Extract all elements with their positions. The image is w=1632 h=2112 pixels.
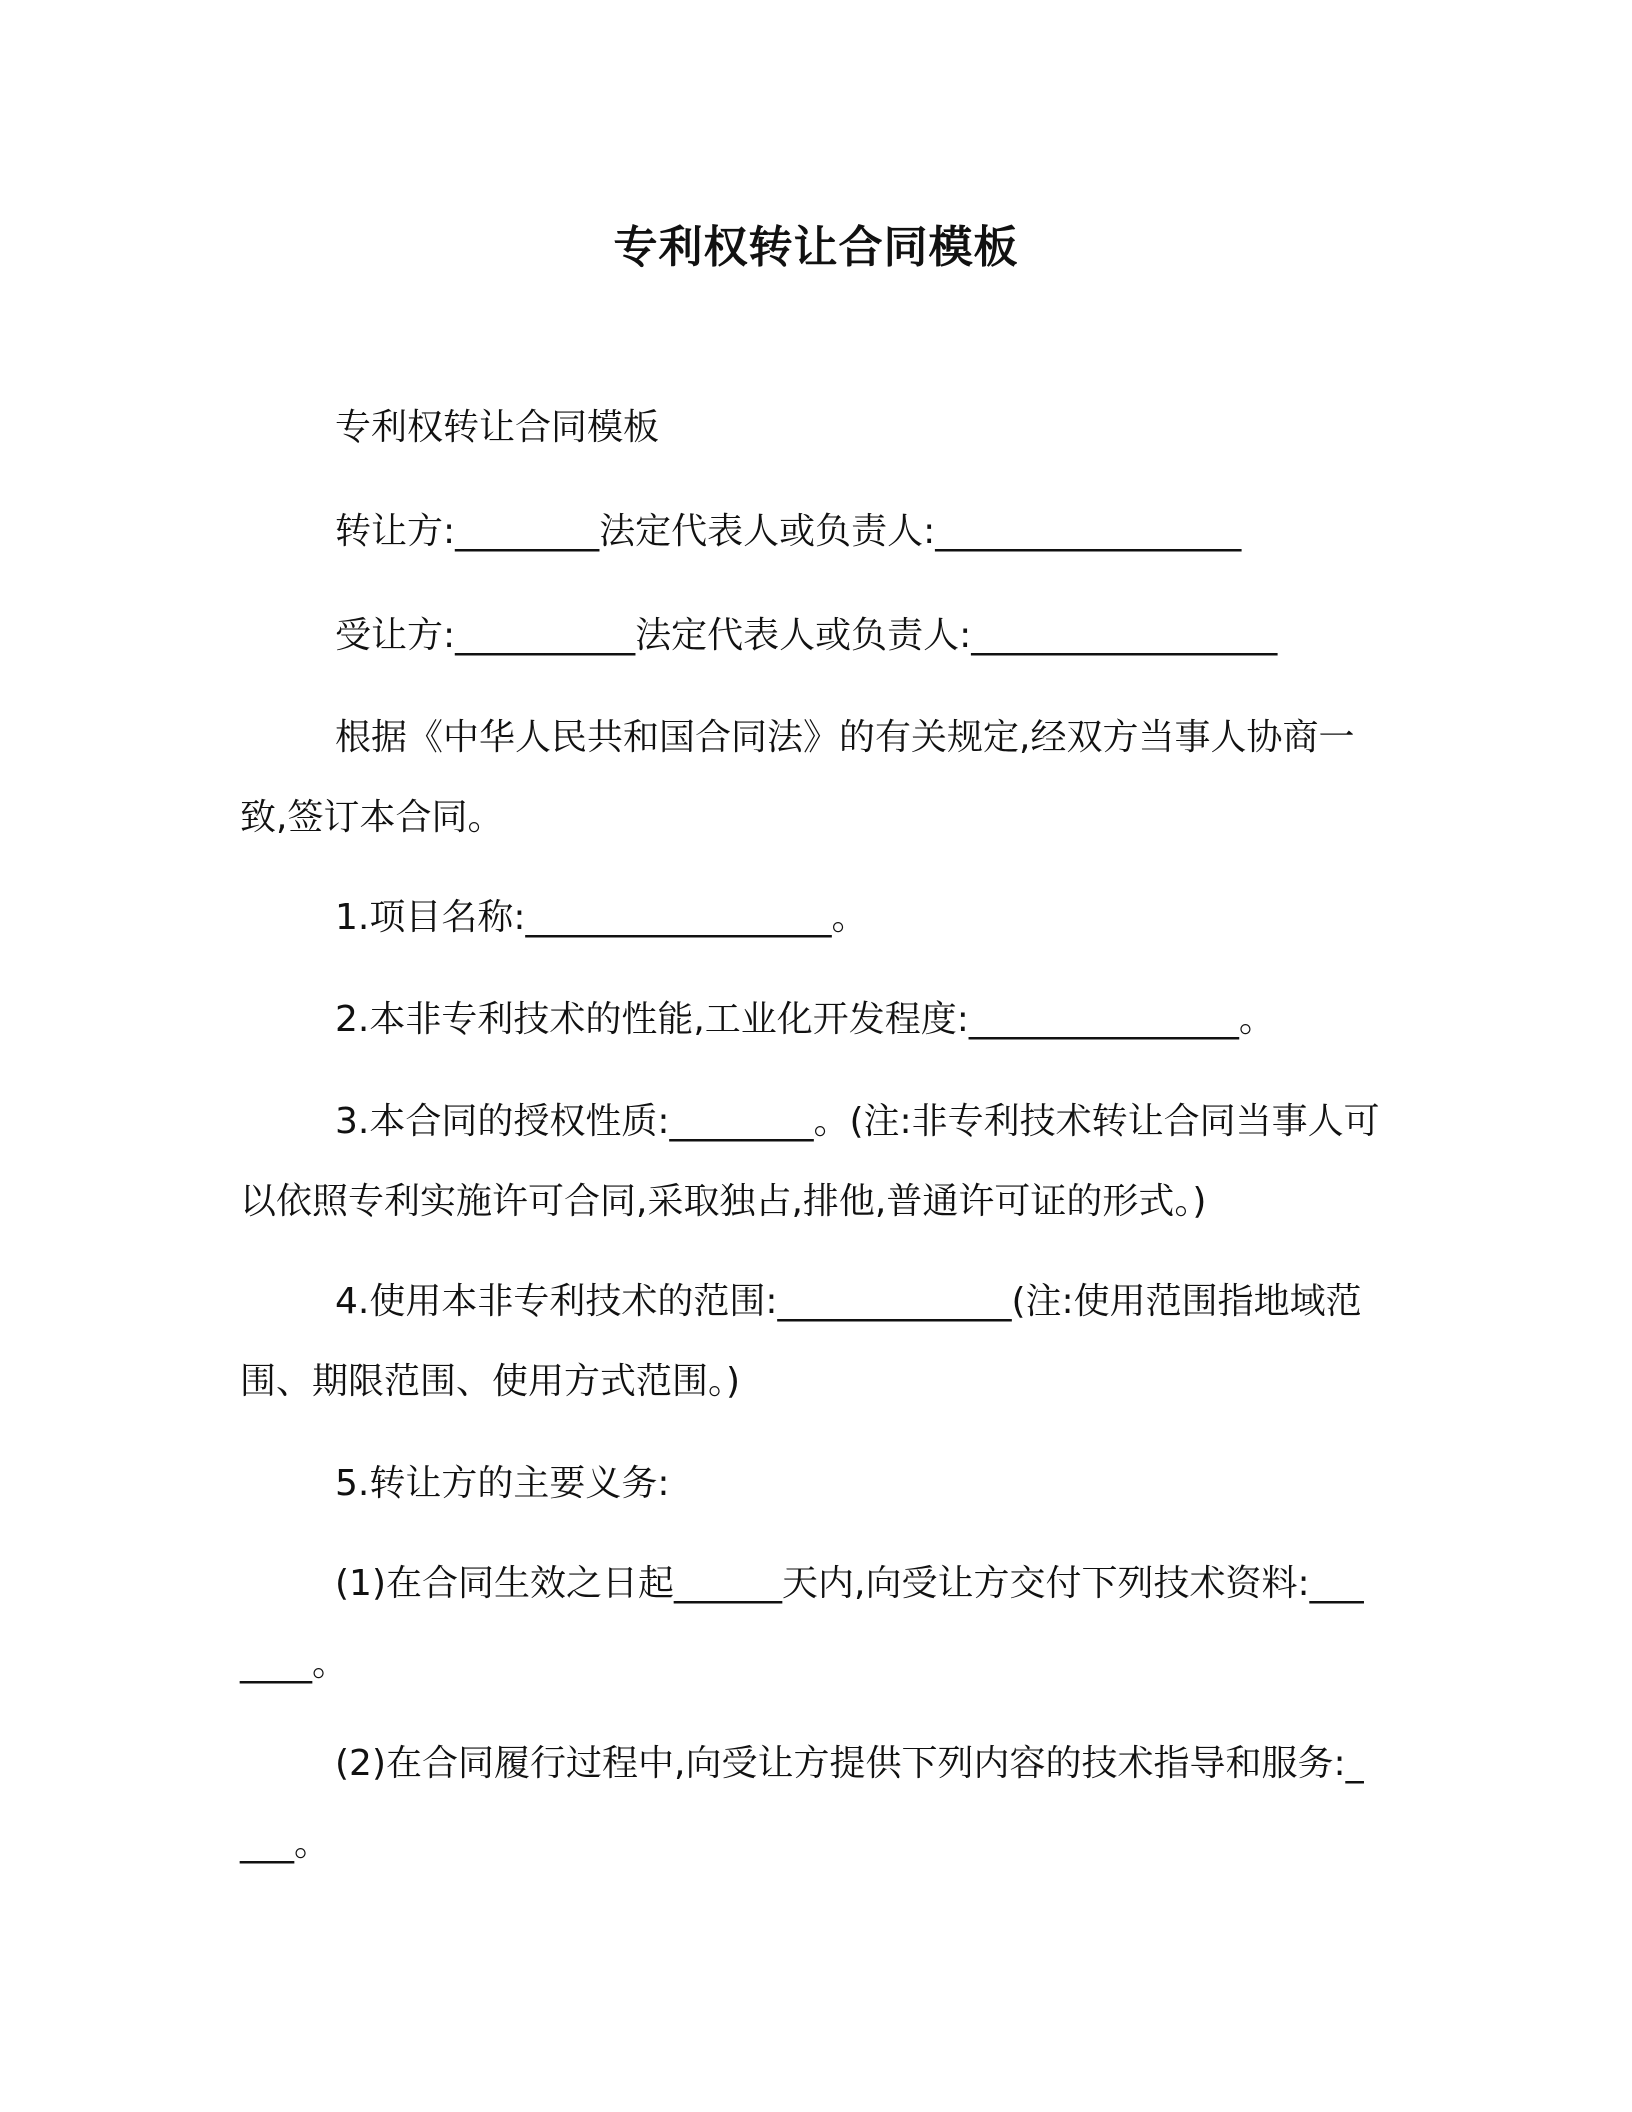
clause-4-paragraph: 4.使用本非专利技术的范围:_____________(注:使用范围指地域范围、期限范围、使用方式范围。) — [240, 1281, 1362, 1402]
subtitle-paragraph: 专利权转让合同模板 — [335, 407, 660, 448]
clause-5-paragraph: 5.转让方的主要义务: — [335, 1463, 670, 1504]
transferor-paragraph: 转让方:________法定代表人或负责人:_________________ — [335, 511, 1242, 552]
transferee-paragraph: 受让方:__________法定代表人或负责人:_________________ — [335, 615, 1278, 656]
clause-1-paragraph: 1.项目名称:_________________。 — [335, 897, 868, 938]
page-title: 专利权转让合同模板 — [613, 222, 1019, 273]
clause-3-paragraph: 3.本合同的授权性质:________。(注:非专利技术转让合同当事人可以依照专利实施许可合同,采取独占,排他,普通许可证的形式。) — [240, 1101, 1380, 1222]
clause-5-2-paragraph: (2)在合同履行过程中,向受让方提供下列内容的技术指导和服务:____。 — [240, 1743, 1364, 1864]
preamble-paragraph: 根据《中华人民共和国合同法》的有关规定,经双方当事人协商一致,签订本合同。 — [240, 717, 1355, 838]
clause-2-paragraph: 2.本非专利技术的性能,工业化开发程度:_______________。 — [335, 999, 1275, 1040]
clause-5-1-paragraph: (1)在合同生效之日起______天内,向受让方交付下列技术资料:_______。 — [240, 1563, 1364, 1684]
